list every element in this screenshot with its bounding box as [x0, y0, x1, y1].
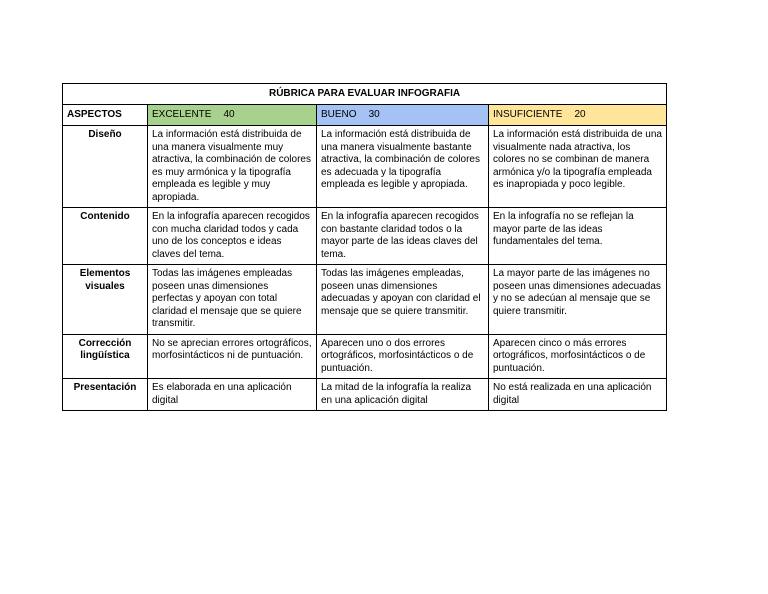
table-row — [63, 126, 667, 208]
criterion-cell: Aparecen uno o dos errores ortográficos, morfosintácticos o de puntuación. — [317, 334, 489, 379]
level-score: 30 — [368, 108, 380, 120]
table-row — [63, 334, 667, 379]
criterion-cell: La información está distribuida de una manera visualmente muy atractiva, la combinación de colores es muy armónica y la tipografía empleada es legible y muy apropiada. — [148, 126, 317, 208]
level-header-bueno — [317, 105, 489, 126]
criterion-cell: No se aprecian errores ortográficos, morfosintácticos ni de puntuación. — [148, 334, 317, 379]
level-header-excelente — [148, 105, 317, 126]
criterion-cell: La información está distribuida de una visualmente nada atractiva, los colores no se combinan de manera armónica y/o la tipografía empleada es inapropiada y poco legible. — [489, 126, 667, 208]
criterion-cell: La mayor parte de las imágenes no poseen unas dimensiones adecuadas y no se adecúan al mensaje que se quiere transmitir. — [489, 265, 667, 335]
level-label: EXCELENTE — [152, 108, 212, 120]
level-label: INSUFICIENTE — [493, 108, 563, 120]
level-score: 40 — [223, 108, 235, 120]
criterion-cell: La información está distribuida de una manera visualmente bastante atractiva, la combinación de colores es adecuada y la tipografía empleada es legible y apropiada. — [317, 126, 489, 208]
criterion-cell: En la infografía no se reflejan la mayor parte de las ideas fundamentales del tema. — [489, 208, 667, 265]
criterion-cell: Todas las imágenes empleadas poseen unas dimensiones perfectas y apoyan con total claridad el mensaje que se quiere transmitir. — [148, 265, 317, 335]
criterion-cell: Aparecen cinco o más errores ortográficos, morfosintácticos o de puntuación. — [489, 334, 667, 379]
table-row — [63, 379, 667, 411]
criterion-cell: En la infografía aparecen recogidos con mucha claridad todos y cada uno de los conceptos e ideas claves del tema. — [148, 208, 317, 265]
criterion-cell: En la infografía aparecen recogidos con bastante claridad todos o la mayor parte de las ideas claves del tema. — [317, 208, 489, 265]
level-label: BUENO — [321, 108, 357, 120]
criterion-cell: Todas las imágenes empleadas, poseen unas dimensiones adecuadas y apoyan con claridad el mensaje que se quiere transmitir. — [317, 265, 489, 335]
level-header-insuficiente — [489, 105, 667, 126]
criterion-cell: La mitad de la infografía la realiza en una aplicación digital — [317, 379, 489, 411]
table-row — [63, 208, 667, 265]
aspect-label: Corrección lingüística — [63, 334, 148, 379]
level-score: 20 — [574, 108, 586, 120]
aspect-label: Presentación — [63, 379, 148, 411]
rubric-table — [62, 83, 667, 411]
table-row — [63, 265, 667, 335]
aspect-label: Diseño — [63, 126, 148, 208]
aspects-header: ASPECTOS — [63, 105, 148, 126]
criterion-cell: No está realizada en una aplicación digital — [489, 379, 667, 411]
criterion-cell: Es elaborada en una aplicación digital — [148, 379, 317, 411]
aspect-label: Elementos visuales — [63, 265, 148, 335]
rubric-title: RÚBRICA PARA EVALUAR INFOGRAFIA — [63, 84, 667, 105]
aspect-label: Contenido — [63, 208, 148, 265]
